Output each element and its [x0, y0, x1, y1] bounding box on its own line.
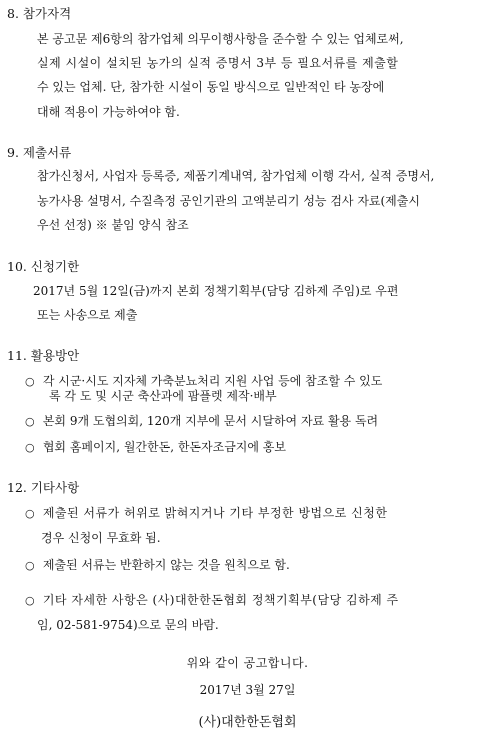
- closing-date: 2017년 3월 27일: [199, 683, 296, 697]
- section-11-bullet-3: [25, 439, 286, 456]
- section-11-bullet-1-cont: 록 각 도 및 시군 축산과에 팜플렛 제작·배부: [49, 389, 277, 403]
- section-12-bullet-1: [25, 505, 387, 522]
- section-10-line-1: 2017년 5월 12일(금)까지 본회 정책기획부(담당 김하제 주임)로 우편: [33, 284, 399, 298]
- bullet-text: 제출된 서류가 허위로 밝혀지거나 기타 부정한 방법으로 신청한: [42, 506, 388, 520]
- section-8-line-2: 실제 시설이 설치된 농가의 실적 증명서 3부 등 필요서류를 제출할: [37, 56, 399, 70]
- bullet-text: 본회 9개 도협의회, 120개 지부에 문서 시달하여 자료 활용 독려: [42, 414, 379, 428]
- bullet-circle-icon: ○: [25, 507, 35, 520]
- section-12-bullet-3: [25, 592, 399, 609]
- section-10-line-2: 또는 사송으로 제출: [37, 308, 138, 322]
- section-9-line-1: 참가신청서, 사업자 등록증, 제품기계내역, 참가업체 이행 각서, 실적 증명서,: [37, 169, 435, 183]
- section-9-line-2: 농가사용 설명서, 수질측정 공인기관의 고액분리기 성능 검사 자료(제출시: [37, 194, 420, 208]
- bullet-circle-icon: ○: [25, 375, 35, 388]
- section-11-bullet-2: [25, 413, 378, 430]
- section-10-heading: 10. 신청기한: [7, 259, 80, 274]
- bullet-text: 제출된 서류는 반환하지 않는 것을 원칙으로 함.: [42, 558, 290, 572]
- section-8-line-3: 수 있는 업체. 단, 참가한 시설이 동일 방식으로 일반적인 타 농장에: [37, 80, 385, 94]
- bullet-text: 기타 자세한 사항은 (사)대한한돈협회 정책기획부(담당 김하제 주: [42, 593, 399, 607]
- section-9-heading: 9. 제출서류: [7, 145, 72, 160]
- section-12-heading: 12. 기타사항: [7, 480, 80, 495]
- bullet-circle-icon: ○: [25, 415, 35, 428]
- bullet-circle-icon: ○: [25, 594, 35, 607]
- bullet-text: 각 시군·시도 지자체 가축분뇨처리 지원 사업 등에 참조할 수 있도: [42, 374, 383, 388]
- section-8-line-4: 대해 적용이 가능하여야 함.: [37, 105, 180, 119]
- closing-statement: 위와 같이 공고합니다.: [186, 656, 309, 670]
- closing-organization: (사)대한한돈협회: [198, 715, 297, 730]
- bullet-text: 협회 홈페이지, 월간한돈, 한돈자조금지에 홍보: [42, 440, 286, 454]
- bullet-circle-icon: ○: [25, 559, 35, 572]
- section-12-bullet-3-cont: 임, 02-581-9754)으로 문의 바람.: [37, 618, 219, 632]
- section-12-bullet-2: [25, 557, 290, 574]
- section-8-line-1: 본 공고문 제6항의 참가업체 의무이행사항을 준수할 수 있는 업체로써,: [37, 32, 404, 46]
- section-9-line-3: 우선 선정) ※ 붙임 양식 참조: [37, 218, 189, 232]
- bullet-circle-icon: ○: [25, 441, 35, 454]
- section-8-heading: 8. 참가자격: [7, 6, 72, 21]
- section-12-bullet-1-cont: 경우 신청이 무효화 됨.: [41, 531, 161, 545]
- section-11-heading: 11. 활용방안: [7, 348, 80, 363]
